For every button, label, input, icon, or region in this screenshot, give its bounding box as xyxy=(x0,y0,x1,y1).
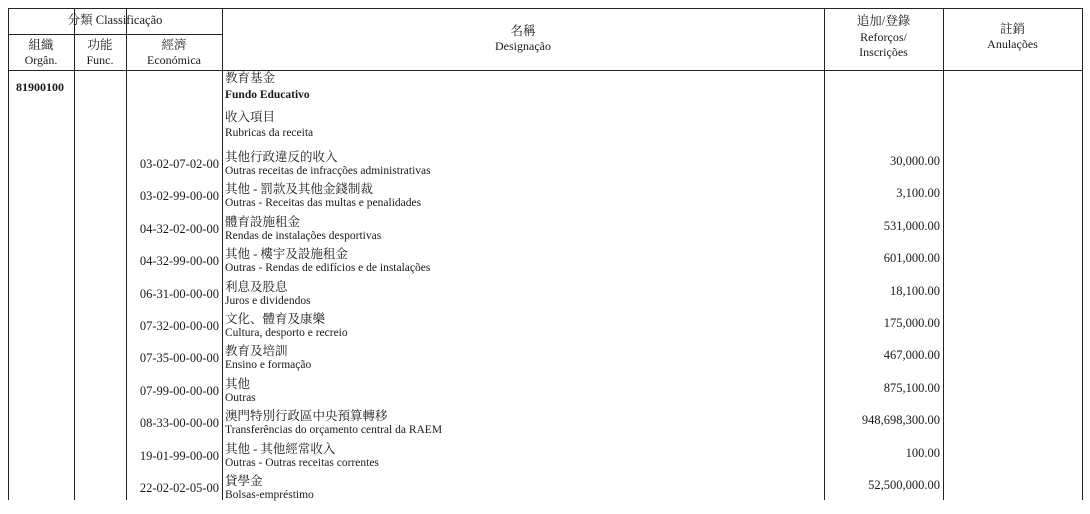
row-amount: 52,500,000.00 xyxy=(868,478,940,492)
header-reforcos-pt2: Inscrições xyxy=(859,45,908,59)
header-anulacoes-pt: Anulações xyxy=(987,37,1038,51)
row-designation-zh: 教育及培訓 xyxy=(225,344,288,359)
row-designation-pt: Bolsas-empréstimo xyxy=(225,489,314,501)
classification-divider xyxy=(8,34,222,35)
table-border-left xyxy=(8,8,9,500)
header-func-zh: 功能 xyxy=(87,38,113,52)
row-econ-code: 19-01-99-00-00 xyxy=(139,448,219,463)
row-designation-pt: Rendas de instalações desportivas xyxy=(225,229,382,242)
row-econ-code: 08-33-00-00-00 xyxy=(139,416,219,431)
row-econ-code: 03-02-99-00-00 xyxy=(139,189,219,204)
header-bottom-border xyxy=(8,70,1082,71)
row-econ-code: 03-02-07-02-00 xyxy=(139,157,219,171)
row-designation-zh: 澳門特別行政區中央預算轉移 xyxy=(225,409,388,424)
row-amount: 18,100.00 xyxy=(890,283,940,298)
row-designation-zh: 其他 xyxy=(225,376,251,391)
header-reforcos-pt1: Reforços/ xyxy=(860,30,907,44)
row-econ-code: 22-02-02-05-00 xyxy=(139,481,219,495)
row-designation-zh: 其他 - 樓宇及設施租金 xyxy=(225,247,348,262)
header-designation-zh: 名稱 xyxy=(510,24,536,38)
row-econ-code: 06-31-00-00-00 xyxy=(139,286,219,301)
fund-title-zh: 教育基金 xyxy=(225,71,276,85)
row-econ-code: 07-35-00-00-00 xyxy=(139,351,219,366)
row-econ-code: 04-32-02-00-00 xyxy=(139,221,219,236)
row-amount: 531,000.00 xyxy=(883,218,940,233)
row-designation-pt: Outras - Outras receitas correntes xyxy=(225,456,379,469)
header-organ-pt: Orgân. xyxy=(24,53,58,67)
row-amount: 601,000.00 xyxy=(883,251,940,266)
row-designation-pt: Outras - Rendas de edifícios e de instalações xyxy=(225,262,431,275)
table-border-top xyxy=(8,8,1082,9)
row-amount: 175,000.00 xyxy=(883,316,940,330)
row-designation-pt: Outras xyxy=(225,391,256,404)
row-amount: 3,100.00 xyxy=(896,186,940,201)
column-divider-organ xyxy=(74,8,75,500)
fund-title-pt: Fundo Educativo xyxy=(225,89,310,101)
row-designation-pt: Juros e dividendos xyxy=(225,294,311,307)
row-designation-zh: 體育設施租金 xyxy=(225,214,301,229)
header-designation-pt: Designação xyxy=(495,39,551,53)
row-econ-code: 07-32-00-00-00 xyxy=(139,319,219,333)
section-title-zh: 收入項目 xyxy=(225,110,276,124)
column-divider-reforcos xyxy=(943,8,944,500)
row-designation-pt: Transferências do orçamento central da RAEM xyxy=(225,424,443,437)
header-func-pt: Func. xyxy=(86,53,114,67)
header-organ-zh: 組織 xyxy=(28,38,54,52)
row-designation-zh: 文化、體育及康樂 xyxy=(225,312,326,326)
row-amount: 467,000.00 xyxy=(883,348,940,363)
row-amount: 948,698,300.00 xyxy=(861,413,940,428)
organ-code: 81900100 xyxy=(16,80,64,94)
row-amount: 30,000.00 xyxy=(890,154,940,168)
header-reforcos-zh: 追加/登錄 xyxy=(856,14,911,28)
row-designation-zh: 其他行政違反的收入 xyxy=(225,150,338,164)
row-econ-code: 04-32-99-00-00 xyxy=(139,254,219,269)
row-designation-zh: 貸學金 xyxy=(225,474,263,488)
row-designation-pt: Cultura, desporto e recreio xyxy=(225,327,348,339)
header-anulacoes-zh: 註銷 xyxy=(999,22,1025,36)
column-divider-econ xyxy=(222,8,223,500)
row-designation-zh: 其他 - 其他經常收入 xyxy=(225,441,336,456)
row-amount: 875,100.00 xyxy=(883,380,940,395)
row-designation-zh: 其他 - 罰款及其他金錢制裁 xyxy=(225,182,373,197)
header-econ-pt: Económica xyxy=(147,53,201,67)
row-econ-code: 07-99-00-00-00 xyxy=(139,383,219,398)
header-econ-zh: 經濟 xyxy=(161,38,187,52)
section-title-pt: Rubricas da receita xyxy=(225,127,314,139)
table-border-right xyxy=(1082,8,1083,500)
row-designation-pt: Ensino e formação xyxy=(225,359,312,372)
row-designation-zh: 利息及股息 xyxy=(225,279,288,294)
header-classification: 分類 Classificação xyxy=(67,13,163,27)
row-amount: 100.00 xyxy=(905,445,940,460)
row-designation-pt: Outras - Receitas das multas e penalidades xyxy=(225,197,422,210)
row-designation-pt: Outras receitas de infracções administrativas xyxy=(225,165,431,177)
